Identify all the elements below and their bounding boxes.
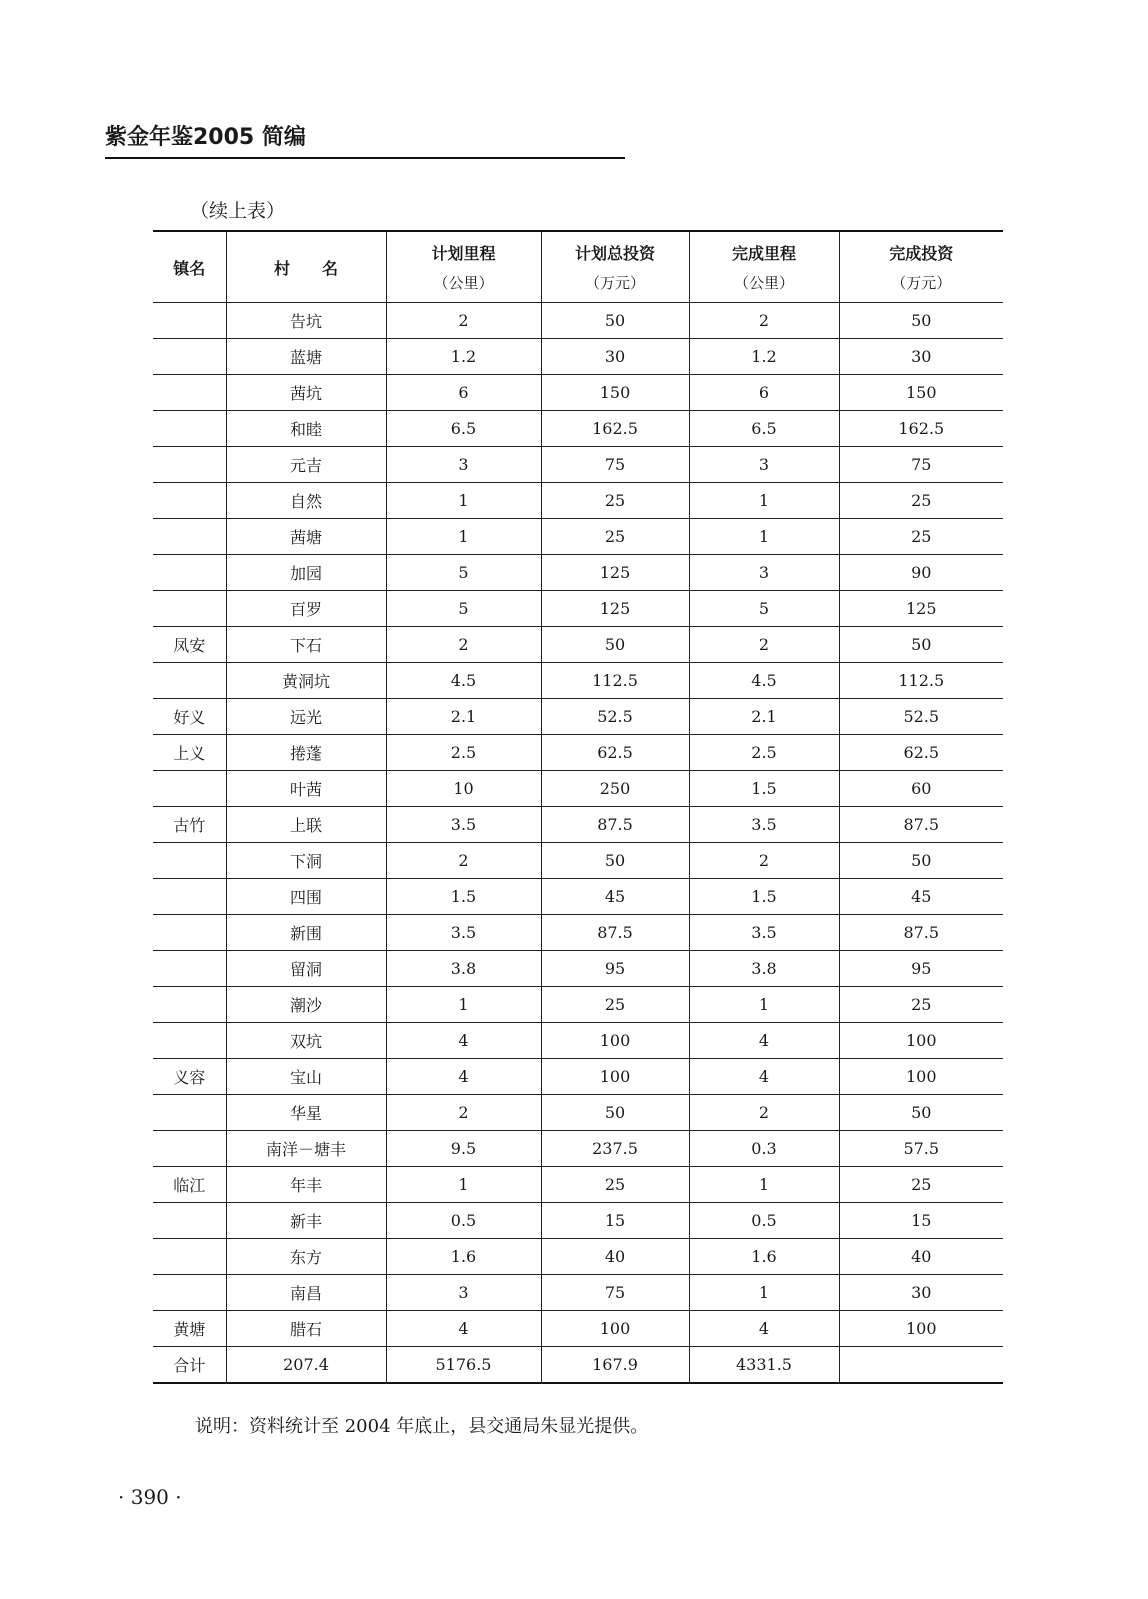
table-cell: 75 bbox=[839, 447, 1003, 483]
table-cell: 30 bbox=[541, 339, 689, 375]
column-header-unit: （公里） bbox=[733, 274, 794, 292]
table-cell: 捲蓬 bbox=[226, 735, 386, 771]
table-cell: 3.5 bbox=[386, 915, 541, 951]
table-cell: 15 bbox=[839, 1203, 1003, 1239]
table-cell: 腊石 bbox=[226, 1311, 386, 1347]
table-cell: 25 bbox=[541, 987, 689, 1023]
table-cell: 25 bbox=[541, 483, 689, 519]
table-footnote: 说明：资料统计至 2004 年底止，县交通局朱显光提供。 bbox=[195, 1416, 649, 1437]
table-cell: 下洞 bbox=[226, 843, 386, 879]
table-cell: 25 bbox=[541, 519, 689, 555]
table-cell: 1.5 bbox=[386, 879, 541, 915]
table-cell bbox=[153, 843, 226, 879]
table-cell: 100 bbox=[541, 1059, 689, 1095]
table-cell: 4.5 bbox=[386, 663, 541, 699]
table-cell: 年丰 bbox=[226, 1167, 386, 1203]
table-row bbox=[153, 483, 1003, 519]
table-cell bbox=[839, 1347, 1003, 1384]
table-cell bbox=[153, 1203, 226, 1239]
table-cell: 1.2 bbox=[386, 339, 541, 375]
table-cell: 2 bbox=[386, 303, 541, 339]
table-cell: 40 bbox=[839, 1239, 1003, 1275]
table-cell: 2.5 bbox=[386, 735, 541, 771]
table-cell: 4331.5 bbox=[689, 1347, 839, 1384]
table-cell: 古竹 bbox=[153, 807, 226, 843]
table-cell: 1 bbox=[689, 519, 839, 555]
table-cell: 5 bbox=[386, 555, 541, 591]
table-cell bbox=[153, 411, 226, 447]
table-cell: 30 bbox=[839, 1275, 1003, 1311]
table-cell: 6 bbox=[689, 375, 839, 411]
table-cell: 2 bbox=[689, 627, 839, 663]
table-cell bbox=[153, 663, 226, 699]
table-cell: 87.5 bbox=[541, 807, 689, 843]
column-header-label: 完成投资 bbox=[889, 244, 954, 263]
column-header-unit: （公里） bbox=[433, 274, 494, 292]
table-cell bbox=[153, 375, 226, 411]
table-cell: 双坑 bbox=[226, 1023, 386, 1059]
table-cell bbox=[153, 303, 226, 339]
table-cell: 上义 bbox=[153, 735, 226, 771]
table-cell: 和睦 bbox=[226, 411, 386, 447]
table-row bbox=[153, 555, 1003, 591]
table-cell: 25 bbox=[839, 987, 1003, 1023]
table-cell: 2 bbox=[386, 627, 541, 663]
table-cell: 黄塘 bbox=[153, 1311, 226, 1347]
table-cell: 百罗 bbox=[226, 591, 386, 627]
table-cell bbox=[153, 447, 226, 483]
page-number: · 390 · bbox=[118, 1485, 182, 1509]
table-cell: 义容 bbox=[153, 1059, 226, 1095]
table-row bbox=[153, 447, 1003, 483]
table-cell: 50 bbox=[839, 843, 1003, 879]
table-cell: 4 bbox=[689, 1311, 839, 1347]
table-cell: 0.5 bbox=[386, 1203, 541, 1239]
table-cell: 四围 bbox=[226, 879, 386, 915]
column-header bbox=[541, 231, 689, 303]
table-row bbox=[153, 1023, 1003, 1059]
table-row bbox=[153, 303, 1003, 339]
table-cell: 临江 bbox=[153, 1167, 226, 1203]
table-cell: 2 bbox=[689, 1095, 839, 1131]
table-cell: 潮沙 bbox=[226, 987, 386, 1023]
table-cell: 50 bbox=[839, 627, 1003, 663]
table-cell: 50 bbox=[541, 843, 689, 879]
table-cell: 95 bbox=[541, 951, 689, 987]
table-continuation-caption: （续上表） bbox=[190, 200, 286, 222]
table-cell: 1 bbox=[386, 987, 541, 1023]
table-cell bbox=[153, 555, 226, 591]
table-cell: 162.5 bbox=[839, 411, 1003, 447]
table-row bbox=[153, 735, 1003, 771]
table-cell: 1 bbox=[386, 483, 541, 519]
table-cell: 50 bbox=[541, 627, 689, 663]
table-row bbox=[153, 1275, 1003, 1311]
column-header-label: 计划总投资 bbox=[574, 244, 655, 263]
table-cell: 1 bbox=[689, 1167, 839, 1203]
table-row bbox=[153, 951, 1003, 987]
table-cell: 112.5 bbox=[541, 663, 689, 699]
table-cell: 167.9 bbox=[541, 1347, 689, 1384]
total-row bbox=[153, 1347, 1003, 1384]
table-cell: 100 bbox=[839, 1311, 1003, 1347]
table-row bbox=[153, 1167, 1003, 1203]
table-cell bbox=[153, 1095, 226, 1131]
table-body bbox=[153, 303, 1003, 1384]
table-cell: 9.5 bbox=[386, 1131, 541, 1167]
table-cell: 25 bbox=[541, 1167, 689, 1203]
table-cell: 4 bbox=[689, 1023, 839, 1059]
column-header bbox=[839, 231, 1003, 303]
column-header bbox=[689, 231, 839, 303]
table-cell: 52.5 bbox=[541, 699, 689, 735]
column-header-label: 村 名 bbox=[273, 258, 338, 278]
table-cell bbox=[153, 1275, 226, 1311]
table-cell: 黄洞坑 bbox=[226, 663, 386, 699]
table-cell: 90 bbox=[839, 555, 1003, 591]
table-cell: 1.2 bbox=[689, 339, 839, 375]
table-cell: 150 bbox=[839, 375, 1003, 411]
table-row bbox=[153, 987, 1003, 1023]
table-cell: 凤安 bbox=[153, 627, 226, 663]
table-cell: 207.4 bbox=[226, 1347, 386, 1384]
table-cell: 6 bbox=[386, 375, 541, 411]
table-cell: 125 bbox=[839, 591, 1003, 627]
table-cell: 1 bbox=[689, 483, 839, 519]
table-cell: 1 bbox=[386, 519, 541, 555]
column-header bbox=[226, 231, 386, 303]
table-cell: 4 bbox=[689, 1059, 839, 1095]
table-cell: 茜塘 bbox=[226, 519, 386, 555]
table-cell: 50 bbox=[839, 1095, 1003, 1131]
table-cell: 华星 bbox=[226, 1095, 386, 1131]
table-row bbox=[153, 1131, 1003, 1167]
table-row bbox=[153, 699, 1003, 735]
table-cell: 2 bbox=[386, 1095, 541, 1131]
table-cell: 25 bbox=[839, 1167, 1003, 1203]
table-cell: 远光 bbox=[226, 699, 386, 735]
table-cell: 6.5 bbox=[386, 411, 541, 447]
table-row bbox=[153, 591, 1003, 627]
table-cell: 2.5 bbox=[689, 735, 839, 771]
table-cell: 2 bbox=[689, 843, 839, 879]
table-cell: 4 bbox=[386, 1023, 541, 1059]
table-cell: 62.5 bbox=[541, 735, 689, 771]
village-road-table bbox=[153, 230, 1003, 1384]
table-row bbox=[153, 879, 1003, 915]
table-cell: 茜坑 bbox=[226, 375, 386, 411]
table-header-row bbox=[153, 231, 1003, 303]
table-cell: 250 bbox=[541, 771, 689, 807]
table-cell: 60 bbox=[839, 771, 1003, 807]
table-row bbox=[153, 771, 1003, 807]
table-cell bbox=[153, 519, 226, 555]
table-cell: 100 bbox=[541, 1311, 689, 1347]
table-cell: 87.5 bbox=[839, 807, 1003, 843]
column-header-label: 计划里程 bbox=[431, 244, 496, 263]
table-cell: 3.5 bbox=[689, 807, 839, 843]
column-header-unit: （万元） bbox=[584, 274, 645, 292]
table-cell: 3 bbox=[386, 1275, 541, 1311]
column-header-label: 镇名 bbox=[173, 258, 206, 278]
table-row bbox=[153, 375, 1003, 411]
table-row bbox=[153, 519, 1003, 555]
table-cell: 87.5 bbox=[839, 915, 1003, 951]
table-cell bbox=[153, 1131, 226, 1167]
table-cell bbox=[153, 1023, 226, 1059]
table-cell: 叶茜 bbox=[226, 771, 386, 807]
table-cell: 3.8 bbox=[689, 951, 839, 987]
table-cell: 50 bbox=[839, 303, 1003, 339]
column-header bbox=[153, 231, 226, 303]
table-cell: 125 bbox=[541, 555, 689, 591]
table-cell: 57.5 bbox=[839, 1131, 1003, 1167]
table-row bbox=[153, 915, 1003, 951]
table-cell: 100 bbox=[839, 1059, 1003, 1095]
table-cell: 南昌 bbox=[226, 1275, 386, 1311]
table-cell: 10 bbox=[386, 771, 541, 807]
table-cell: 162.5 bbox=[541, 411, 689, 447]
table-cell bbox=[153, 483, 226, 519]
table-cell bbox=[153, 879, 226, 915]
running-header-title: 紫金年鉴2005 简编 bbox=[105, 125, 306, 150]
table-cell: 新围 bbox=[226, 915, 386, 951]
table-row bbox=[153, 1059, 1003, 1095]
table-cell bbox=[153, 1239, 226, 1275]
table-cell bbox=[153, 987, 226, 1023]
table-row bbox=[153, 843, 1003, 879]
table-cell: 15 bbox=[541, 1203, 689, 1239]
table-row bbox=[153, 339, 1003, 375]
table-cell: 3.5 bbox=[386, 807, 541, 843]
table-cell: 100 bbox=[839, 1023, 1003, 1059]
table-cell: 0.5 bbox=[689, 1203, 839, 1239]
table-cell: 100 bbox=[541, 1023, 689, 1059]
table-cell bbox=[153, 339, 226, 375]
table-row bbox=[153, 1095, 1003, 1131]
table-cell: 25 bbox=[839, 519, 1003, 555]
table-cell: 5 bbox=[689, 591, 839, 627]
table-cell: 125 bbox=[541, 591, 689, 627]
table-row bbox=[153, 1311, 1003, 1347]
table-cell: 30 bbox=[839, 339, 1003, 375]
table-cell: 2.1 bbox=[689, 699, 839, 735]
table-cell: 留洞 bbox=[226, 951, 386, 987]
table-cell: 50 bbox=[541, 303, 689, 339]
table-cell: 87.5 bbox=[541, 915, 689, 951]
table-cell: 75 bbox=[541, 447, 689, 483]
table-cell: 下石 bbox=[226, 627, 386, 663]
table-cell: 1 bbox=[689, 1275, 839, 1311]
table-cell: 蓝塘 bbox=[226, 339, 386, 375]
table-cell: 宝山 bbox=[226, 1059, 386, 1095]
table-cell: 南洋－塘丰 bbox=[226, 1131, 386, 1167]
table-cell: 3 bbox=[689, 555, 839, 591]
column-header-unit: （万元） bbox=[891, 274, 952, 292]
table-cell: 2 bbox=[689, 303, 839, 339]
table-cell: 4 bbox=[386, 1059, 541, 1095]
table-cell: 6.5 bbox=[689, 411, 839, 447]
table-row bbox=[153, 411, 1003, 447]
table-cell: 45 bbox=[541, 879, 689, 915]
table-cell: 2.1 bbox=[386, 699, 541, 735]
table-cell: 新丰 bbox=[226, 1203, 386, 1239]
table-cell: 45 bbox=[839, 879, 1003, 915]
table-cell: 237.5 bbox=[541, 1131, 689, 1167]
table-cell: 3.5 bbox=[689, 915, 839, 951]
table-cell: 自然 bbox=[226, 483, 386, 519]
table-cell: 1 bbox=[386, 1167, 541, 1203]
table-cell bbox=[153, 591, 226, 627]
table-cell: 1.5 bbox=[689, 879, 839, 915]
table-cell: 25 bbox=[839, 483, 1003, 519]
table-cell: 50 bbox=[541, 1095, 689, 1131]
table-cell: 3.8 bbox=[386, 951, 541, 987]
table-cell: 40 bbox=[541, 1239, 689, 1275]
table-cell: 告坑 bbox=[226, 303, 386, 339]
table-cell: 上联 bbox=[226, 807, 386, 843]
table-cell: 3 bbox=[689, 447, 839, 483]
table-cell: 5176.5 bbox=[386, 1347, 541, 1384]
table-row bbox=[153, 627, 1003, 663]
table-cell: 62.5 bbox=[839, 735, 1003, 771]
running-header bbox=[105, 120, 625, 159]
table-cell bbox=[153, 915, 226, 951]
table-cell: 好义 bbox=[153, 699, 226, 735]
table-cell: 东方 bbox=[226, 1239, 386, 1275]
table-cell bbox=[153, 771, 226, 807]
table-row bbox=[153, 663, 1003, 699]
table-cell: 1.5 bbox=[689, 771, 839, 807]
table-cell: 2 bbox=[386, 843, 541, 879]
table-cell: 112.5 bbox=[839, 663, 1003, 699]
table-cell: 元吉 bbox=[226, 447, 386, 483]
table-cell: 1 bbox=[689, 987, 839, 1023]
table-cell: 加园 bbox=[226, 555, 386, 591]
table-row bbox=[153, 1203, 1003, 1239]
table-cell bbox=[153, 951, 226, 987]
table-row bbox=[153, 807, 1003, 843]
table-cell: 150 bbox=[541, 375, 689, 411]
table-cell: 5 bbox=[386, 591, 541, 627]
table-cell: 1.6 bbox=[386, 1239, 541, 1275]
table-cell: 52.5 bbox=[839, 699, 1003, 735]
table-cell: 95 bbox=[839, 951, 1003, 987]
column-header-label: 完成里程 bbox=[731, 244, 796, 263]
table-cell: 1.6 bbox=[689, 1239, 839, 1275]
table-cell: 4.5 bbox=[689, 663, 839, 699]
table-cell: 3 bbox=[386, 447, 541, 483]
table-cell: 75 bbox=[541, 1275, 689, 1311]
table-cell: 4 bbox=[386, 1311, 541, 1347]
table-row bbox=[153, 1239, 1003, 1275]
table-cell: 0.3 bbox=[689, 1131, 839, 1167]
column-header bbox=[386, 231, 541, 303]
table-cell: 合计 bbox=[153, 1347, 226, 1384]
